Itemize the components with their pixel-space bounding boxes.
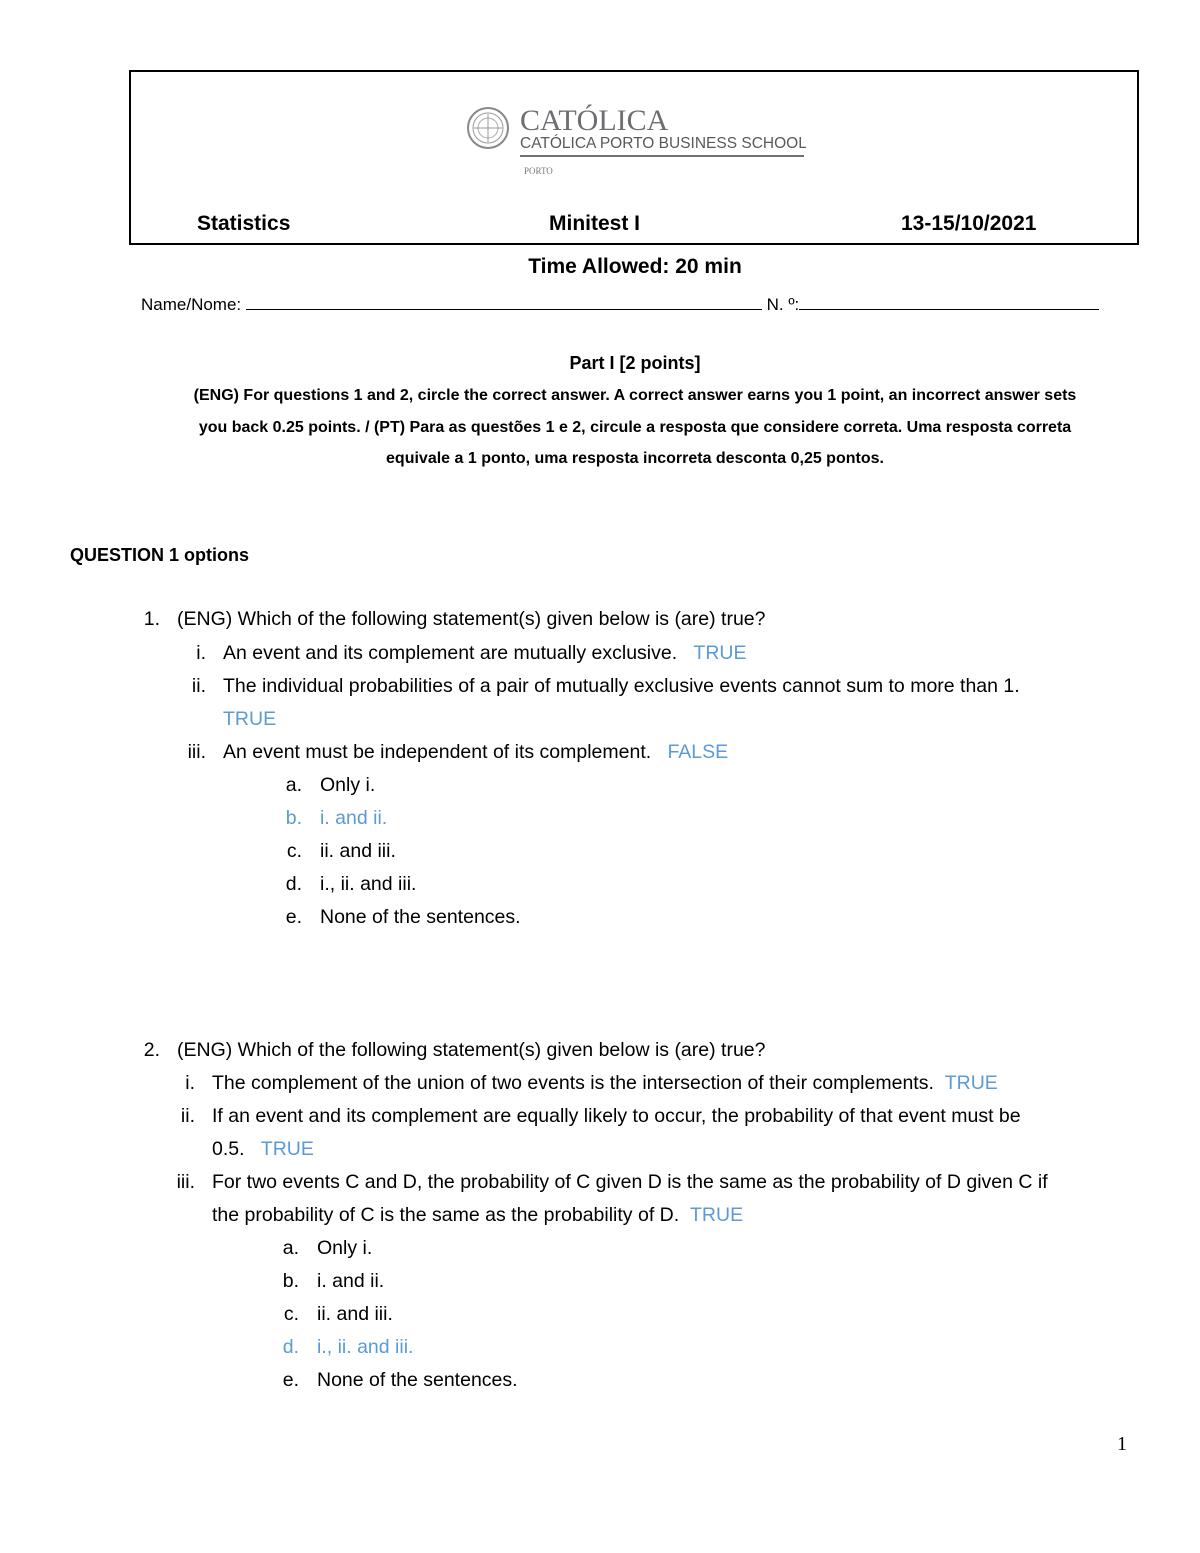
instruction-line: you back 0.25 points. / (PT) Para as questões 1 e 2, circule a resposta que considere correta. Uma resposta correta <box>198 419 1072 436</box>
verdict-true: TRUE <box>690 1204 744 1226</box>
statement-text: 0.5. <box>212 1138 245 1160</box>
instruction-line: (ENG) For questions 1 and 2, circle the correct answer. A correct answer earns you 1 point, an incorrect answer sets <box>193 387 1077 404</box>
statement-roman: iii. <box>176 1171 195 1193</box>
option-text: ii. and iii. <box>320 840 396 862</box>
question-number: 1. <box>143 608 160 630</box>
statement-continuation <box>212 1138 314 1161</box>
statement-roman: iii. <box>187 741 206 763</box>
option-letter: b. <box>282 1270 299 1292</box>
statement-text: An event and its complement are mutually exclusive. <box>223 642 678 664</box>
page-number: 1 <box>1117 1433 1127 1455</box>
name-label: Name/Nome: <box>141 295 242 314</box>
statement-continuation <box>212 1204 743 1227</box>
catolica-logo <box>466 100 806 180</box>
option-text: i., ii. and iii. <box>320 873 417 895</box>
question-number: 2. <box>143 1039 160 1061</box>
question-text: (ENG) Which of the following statement(s) given below is (are) true? <box>177 608 766 630</box>
logo-city: PORTO <box>524 166 553 176</box>
option-text: i. and ii. <box>317 1270 385 1292</box>
statement-roman: i. <box>185 1072 195 1094</box>
part-title: Part I [2 points] <box>569 353 701 373</box>
logo-wordmark: CATÓLICA <box>520 104 669 137</box>
option-text: i., ii. and iii. <box>317 1336 414 1358</box>
statement-text: If an event and its complement are equally likely to occur, the probability of that event must be <box>212 1105 1021 1127</box>
time-allowed: Time Allowed: 20 min <box>528 255 742 278</box>
statement-text: An event must be independent of its complement. <box>223 741 652 763</box>
section-title: QUESTION 1 options <box>70 545 250 565</box>
verdict-false: FALSE <box>667 741 729 763</box>
option-text: Only i. <box>320 774 376 796</box>
course-name: Statistics <box>197 212 291 235</box>
verdict-true: TRUE <box>223 708 277 730</box>
option-text: ii. and iii. <box>317 1303 393 1325</box>
option-letter: e. <box>282 1369 299 1391</box>
option-letter: c. <box>283 1303 299 1325</box>
verdict-true: TRUE <box>693 642 747 664</box>
verdict-true: TRUE <box>944 1072 998 1094</box>
statement-roman: ii. <box>191 675 206 697</box>
test-date: 13-15/10/2021 <box>901 212 1037 235</box>
statement-text: The individual probabilities of a pair of mutually exclusive events cannot sum to more than 1. <box>223 675 1020 697</box>
statement-text: the probability of C is the same as the probability of D. <box>212 1204 680 1226</box>
option-text: None of the sentences. <box>320 906 521 928</box>
number-label: N. º: <box>766 295 800 314</box>
option-text: i. and ii. <box>320 807 388 829</box>
option-letter: b. <box>285 807 302 829</box>
logo-subtitle: CATÓLICA PORTO BUSINESS SCHOOL <box>520 135 806 152</box>
statement-text: The complement of the union of two events is the intersection of their complements. <box>212 1072 934 1094</box>
option-letter: d. <box>285 873 302 895</box>
statement-text: For two events C and D, the probability of C given D is the same as the probability of D given C if <box>212 1171 1048 1193</box>
statement-roman: i. <box>196 642 206 664</box>
option-letter: a. <box>282 1237 299 1259</box>
number-field[interactable] <box>799 291 1099 310</box>
option-letter: c. <box>286 840 302 862</box>
university-seal-icon <box>466 100 806 180</box>
option-text: Only i. <box>317 1237 373 1259</box>
verdict-true: TRUE <box>260 1138 314 1160</box>
instruction-line: equivale a 1 ponto, uma resposta incorreta desconta 0,25 pontos. <box>386 450 884 467</box>
option-letter: a. <box>285 774 302 796</box>
question-text: (ENG) Which of the following statement(s) given below is (are) true? <box>177 1039 766 1061</box>
test-name: Minitest I <box>549 212 641 235</box>
name-field[interactable] <box>246 291 762 310</box>
option-letter: e. <box>285 906 302 928</box>
name-number-line <box>141 291 1099 315</box>
option-text: None of the sentences. <box>317 1369 518 1391</box>
statement-roman: ii. <box>180 1105 195 1127</box>
option-letter: d. <box>282 1336 299 1358</box>
